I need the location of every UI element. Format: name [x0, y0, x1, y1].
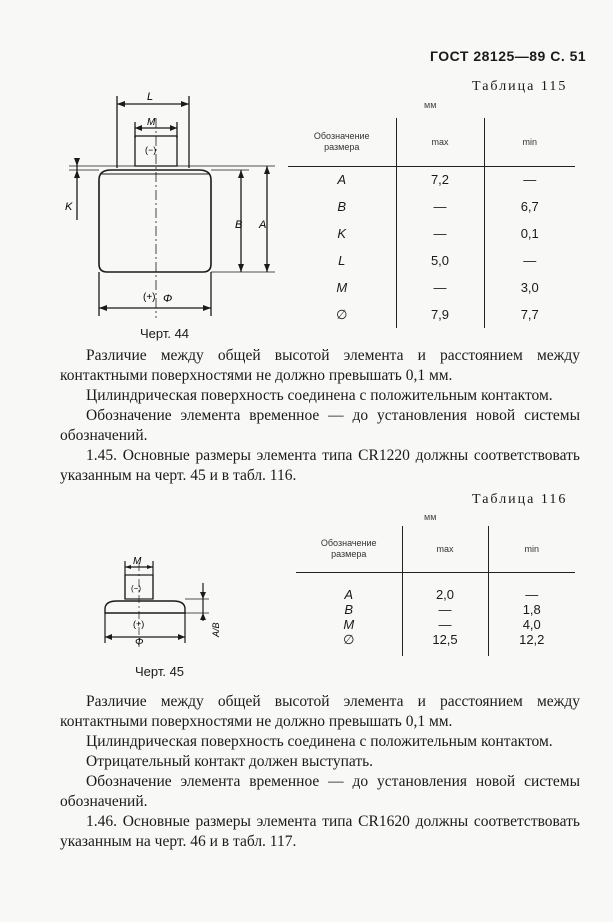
table115-cell: 7,9 [396, 301, 484, 328]
table116-cell: — [402, 617, 488, 632]
fig44-caption: Черт. 44 [140, 326, 190, 341]
table115-cell: K [337, 226, 347, 241]
table116-cell: 1,8 [488, 602, 575, 617]
table116-unit: мм [424, 512, 437, 522]
table115-cell: 0,1 [484, 220, 575, 247]
fig45-label-M: M [133, 556, 142, 567]
table115-cell: ∅ [336, 306, 348, 322]
table-115 [288, 118, 575, 328]
table115-cell: L [338, 253, 346, 268]
table116-header-min: min [488, 526, 575, 572]
table115-cell: 7,2 [396, 166, 484, 193]
table115-cell: 6,7 [484, 193, 575, 220]
text-block-2 [60, 692, 580, 852]
table115-cell: — [484, 166, 575, 193]
table115-header-name: Обозначение размера [288, 118, 396, 166]
text-block-1 [60, 346, 580, 486]
table116-cell: 12,5 [402, 632, 488, 656]
table115-cell: 7,7 [484, 301, 575, 328]
fig45-label-plus: (+) [133, 619, 145, 629]
paragraph: Отрицательный контакт должен выступать. [86, 753, 374, 770]
table116-header-max: max [402, 526, 488, 572]
fig45-caption: Черт. 45 [135, 664, 185, 679]
table116-caption: Таблица 116 [472, 492, 568, 507]
table115-cell: 3,0 [484, 274, 575, 301]
table115-cell: — [396, 220, 484, 247]
paragraph: Цилиндрическая поверхность соединена с положительным контактом. [86, 733, 553, 750]
figure-44 [55, 88, 295, 328]
table115-unit: мм [424, 100, 437, 110]
fig45-label-AB: A/B [211, 622, 221, 637]
page-header: ГОСТ 28125—89 С. 51 [430, 48, 587, 64]
table115-cell: M [336, 280, 348, 295]
table115-caption: Таблица 115 [472, 79, 568, 94]
table116-cell: ∅ [343, 631, 355, 647]
paragraph: Обозначение элемента временное — до установления новой системы обозначений. [60, 407, 580, 444]
fig44-label-plus: (+) [143, 292, 156, 303]
table116-cell: B [344, 601, 354, 617]
table115-cell: — [484, 247, 575, 274]
fig44-label-K: K [65, 201, 73, 213]
table116-cell: 12,2 [488, 632, 575, 656]
table115-cell: — [396, 193, 484, 220]
table116-cell: A [344, 586, 354, 602]
fig44-label-L: L [147, 91, 154, 103]
table115-cell: B [337, 199, 347, 214]
table-116 [296, 526, 575, 656]
table116-cell: — [402, 602, 488, 617]
fig44-label-A: A [259, 219, 267, 231]
table115-cell: — [396, 274, 484, 301]
fig45-label-phi: Φ [135, 637, 144, 648]
table115-cell: A [337, 172, 347, 188]
figure-45 [95, 555, 225, 650]
table116-cell: M [343, 616, 355, 632]
paragraph: 1.45. Основные размеры элемента типа CR1220 должны соответствовать указанным на черт. 45 и в табл. 116. [60, 447, 580, 484]
fig44-label-B: B [235, 219, 243, 231]
table115-cell: 5,0 [396, 247, 484, 274]
table116-cell: — [488, 572, 575, 602]
table115-header-max: max [396, 118, 484, 166]
fig44-label-minus: (−) [145, 145, 157, 155]
table116-cell: 2,0 [402, 572, 488, 602]
paragraph: Различие между общей высотой элемента и расстоянием между контактными поверхностями не должно превышать 0,1 мм. [60, 693, 580, 730]
paragraph: Цилиндрическая поверхность соединена с положительным контактом. [86, 387, 553, 404]
table115-header-min: min [484, 118, 575, 166]
fig44-label-M: M [147, 117, 156, 128]
paragraph: Различие между общей высотой элемента и расстоянием между контактными поверхностями не должно превышать 0,1 мм. [60, 347, 580, 384]
fig45-label-minus: (−) [131, 584, 141, 593]
fig44-label-phi: Φ [163, 293, 173, 305]
paragraph: 1.46. Основные размеры элемента типа CR1620 должны соответствовать указанным на черт. 46 и в табл. 117. [60, 813, 580, 850]
table116-header-name: Обозначение размера [296, 526, 402, 572]
table116-cell: 4,0 [488, 617, 575, 632]
paragraph: Обозначение элемента временное — до установления новой системы обозначений. [60, 773, 580, 810]
